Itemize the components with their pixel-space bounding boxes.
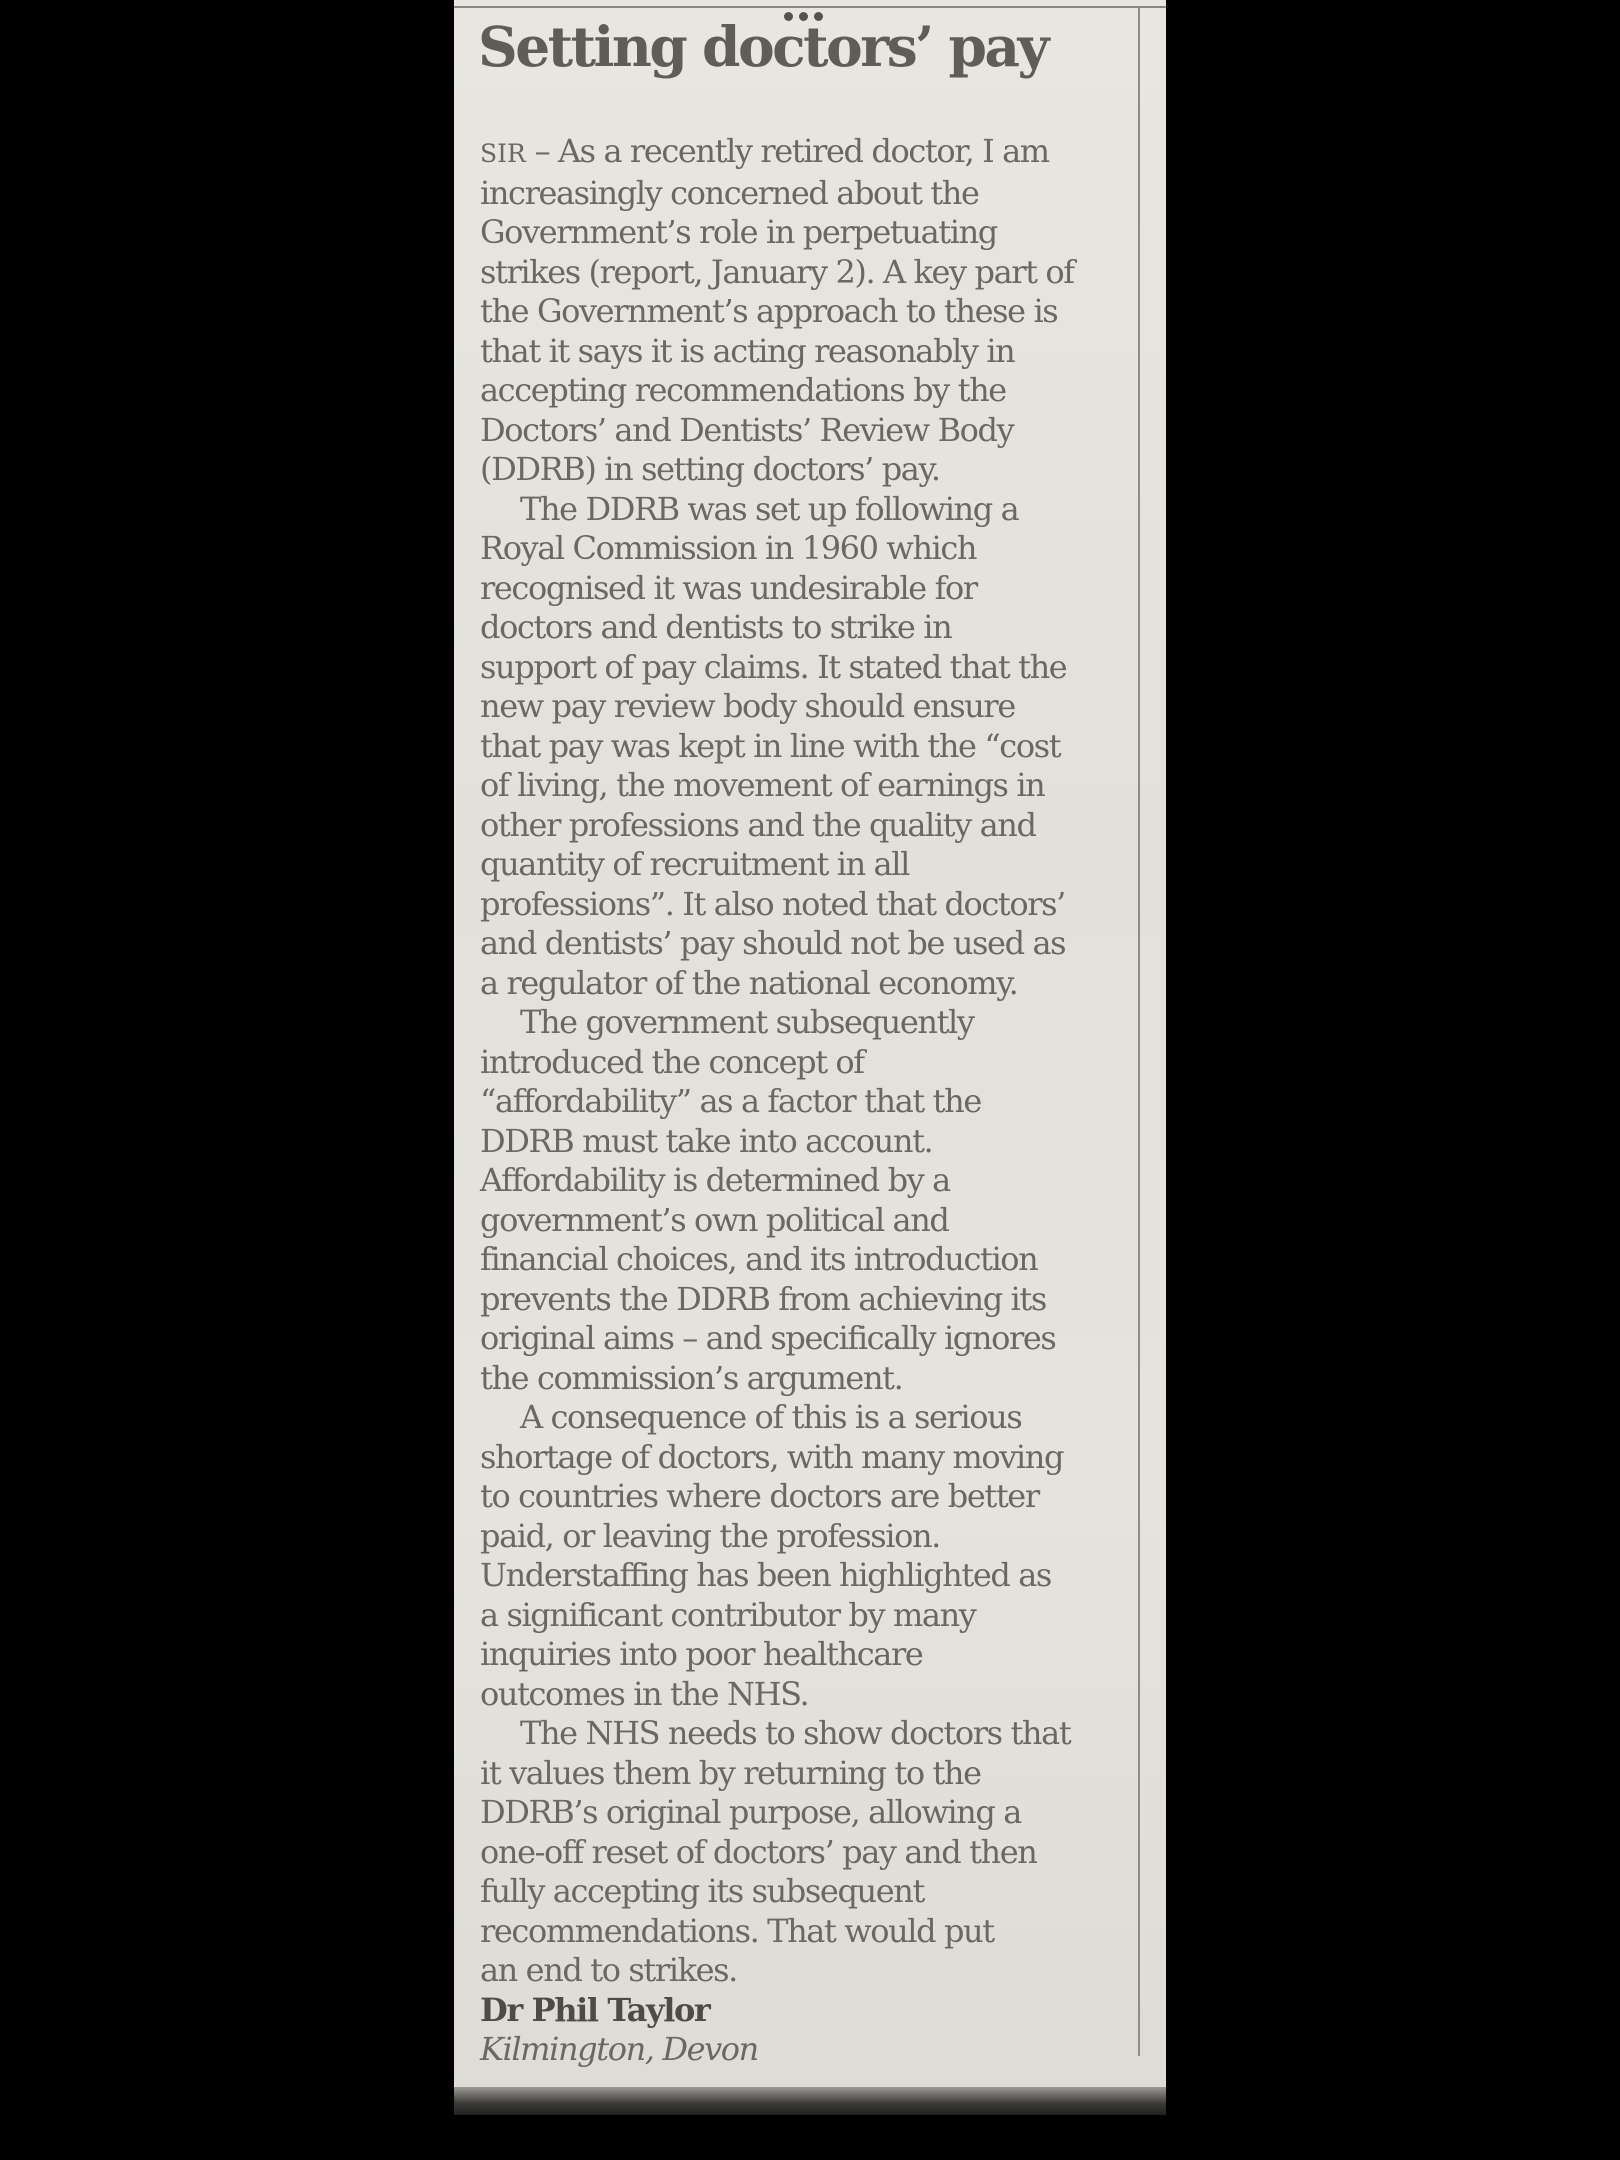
text-line: that pay was kept in line with the “cost [480,726,1061,765]
text-line: A consequence of this is a serious [520,1398,1022,1436]
text-line: DDRB’s original purpose, allowing a [480,1793,1021,1831]
letter-body [480,132,1180,2070]
text-line: SIR – As a recently retired doctor, I am [480,132,1049,170]
text-line: recognised it was undesirable for [480,568,977,607]
text-line: original aims – and specifically ignores [480,1319,1056,1357]
text-line: Affordability is determined by a [480,1161,950,1199]
text-line: government’s own political and [480,1200,949,1239]
text-line: shortage of doctors, with many moving [480,1437,1064,1476]
text-line: one-off reset of doctors’ pay and then [480,1832,1037,1871]
text-line: recommendations. That would put [480,1911,994,1950]
text-line: The NHS needs to show doctors that [520,1714,1071,1752]
text-line: strikes (report, January 2). A key part of [480,252,1074,291]
text-line: introduced the concept of [480,1042,864,1081]
text-line: Government’s role in perpetuating [480,213,997,251]
text-line: The government subsequently [520,1003,974,1041]
text-line: and dentists’ pay should not be used as [480,924,1066,962]
text-line: a significant contributor by many [480,1595,976,1634]
text-line: quantity of recruitment in all [480,845,909,883]
newspaper-clipping [454,0,1166,2115]
top-rule [454,6,1166,8]
text-line: outcomes in the NHS. [480,1674,809,1713]
author-location: Kilmington, Devon [480,2030,758,2068]
text-line: Royal Commission in 1960 which [480,529,977,567]
text-line: it values them by returning to the [480,1753,981,1792]
text-line: an end to strikes. [480,1951,737,1989]
text-line: of living, the movement of earnings in [480,766,1045,804]
text-line: financial choices, and its introduction [480,1240,1038,1278]
text-line: Doctors’ and Dentists’ Review Body [480,410,1014,449]
text-line: new pay review body should ensure [480,687,1015,725]
text-line: prevents the DDRB from achieving its [480,1279,1046,1318]
author-name: Dr Phil Taylor [480,1990,710,2029]
text-line: doctors and dentists to strike in [480,608,952,646]
text-line: the Government’s approach to these is [480,292,1058,330]
text-line: The DDRB was set up following a [520,489,1019,528]
text-line: to countries where doctors are better [480,1477,1039,1515]
text-line: Understaffing has been highlighted as [480,1556,1051,1594]
headline: Setting doctors’ pay [478,14,1048,79]
text-line: the commission’s argument. [480,1358,903,1397]
text-line: DDRB must take into account. [480,1121,933,1160]
text-line: “affordability” as a factor that the [480,1082,981,1120]
text-line: increasingly concerned about the [480,173,979,212]
clipping-bottom-edge [454,2087,1166,2115]
text-line: support of pay claims. It stated that the [480,647,1067,686]
text-line: paid, or leaving the profession. [480,1516,940,1555]
text-line: inquiries into poor healthcare [480,1635,923,1673]
text-line: (DDRB) in setting doctors’ pay. [480,450,940,488]
salutation: SIR [480,139,526,168]
text-line: professions”. It also noted that doctors’ [480,884,1065,923]
text-line: accepting recommendations by the [480,371,1006,409]
text-line: a regulator of the national economy. [480,963,1018,1002]
text-line: other professions and the quality and [480,805,1036,844]
text-line: that it says it is acting reasonably in [480,331,1015,370]
text-line: fully accepting its subsequent [480,1872,924,1910]
